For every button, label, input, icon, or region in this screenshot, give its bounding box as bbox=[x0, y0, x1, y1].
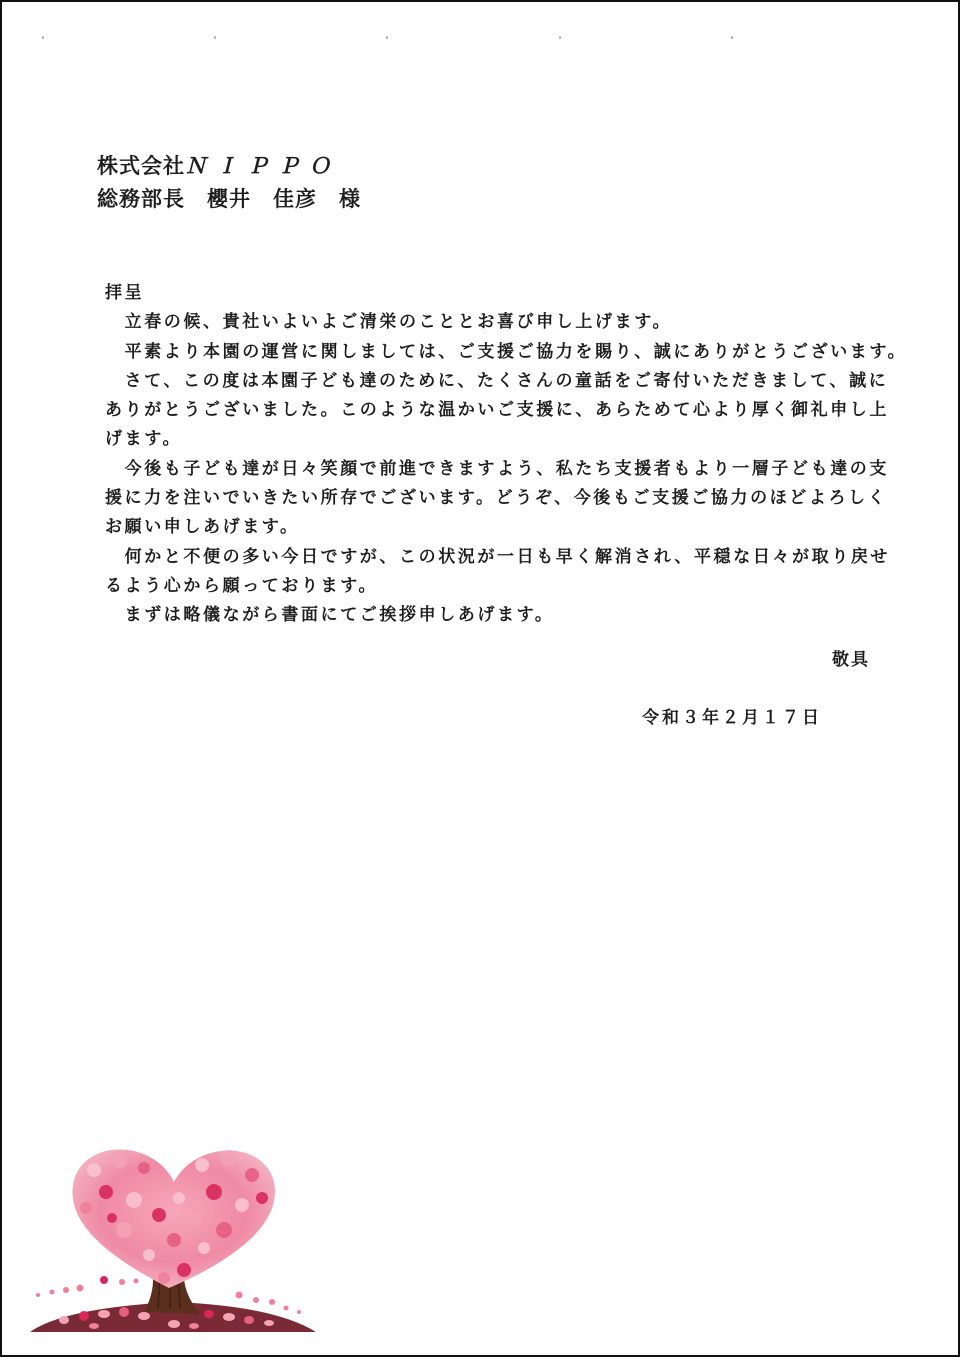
body-line: 何かと不便の多い今日ですが、この状況が一日も早く解消され、平穏な日々が取り戻せ bbox=[105, 546, 891, 567]
letter-body bbox=[105, 279, 908, 631]
body-line: ありがとうございました。このような温かいご支援に、あらためて心より厚く御礼申し上 bbox=[105, 400, 889, 421]
body-line: るよう心から願っております。 bbox=[105, 575, 379, 596]
letter-date: 令和３年２月１７日 bbox=[642, 708, 822, 728]
body-line: さて、この度は本園子ども達のために、たくさんの童話をご寄付いただきまして、誠に bbox=[105, 370, 889, 391]
heart-cherry-tree-icon bbox=[24, 1130, 324, 1336]
recipient-name: 総務部長 櫻井 佳彦 様 bbox=[97, 187, 361, 211]
scan-speck bbox=[559, 36, 561, 39]
company-latin-name: ＮＩＰＰＯ bbox=[185, 154, 340, 178]
salutation: 拝呈 bbox=[105, 283, 145, 303]
addressee-block bbox=[97, 150, 361, 216]
closing-phrase: 敬具 bbox=[832, 650, 870, 670]
body-line: 援に力を注いでいきたい所存でございます。どうぞ、今後もご支援ご協力のほどよろしく bbox=[105, 488, 888, 509]
company-name bbox=[97, 150, 361, 183]
scan-speck bbox=[731, 36, 733, 39]
body-line: まずは略儀ながら書面にてご挨拶申しあげます。 bbox=[105, 605, 555, 626]
scan-speck bbox=[214, 36, 216, 39]
scan-speck bbox=[42, 36, 44, 39]
body-line: げます。 bbox=[105, 429, 183, 450]
company-prefix: 株式会社 bbox=[97, 154, 185, 178]
body-line: 今後も子ども達が日々笑顔で前進できますよう、私たち支援者もより一層子ども達の支 bbox=[105, 458, 889, 479]
body-line: 平素より本園の運営に関しましては、ご支援ご協力を賜り、誠にありがとうございます。 bbox=[105, 341, 908, 362]
body-line: 立春の候、貴社いよいよご清栄のこととお喜び申し上げます。 bbox=[105, 312, 673, 333]
body-line: お願い申しあげます。 bbox=[105, 517, 300, 538]
scan-speck bbox=[386, 36, 388, 39]
